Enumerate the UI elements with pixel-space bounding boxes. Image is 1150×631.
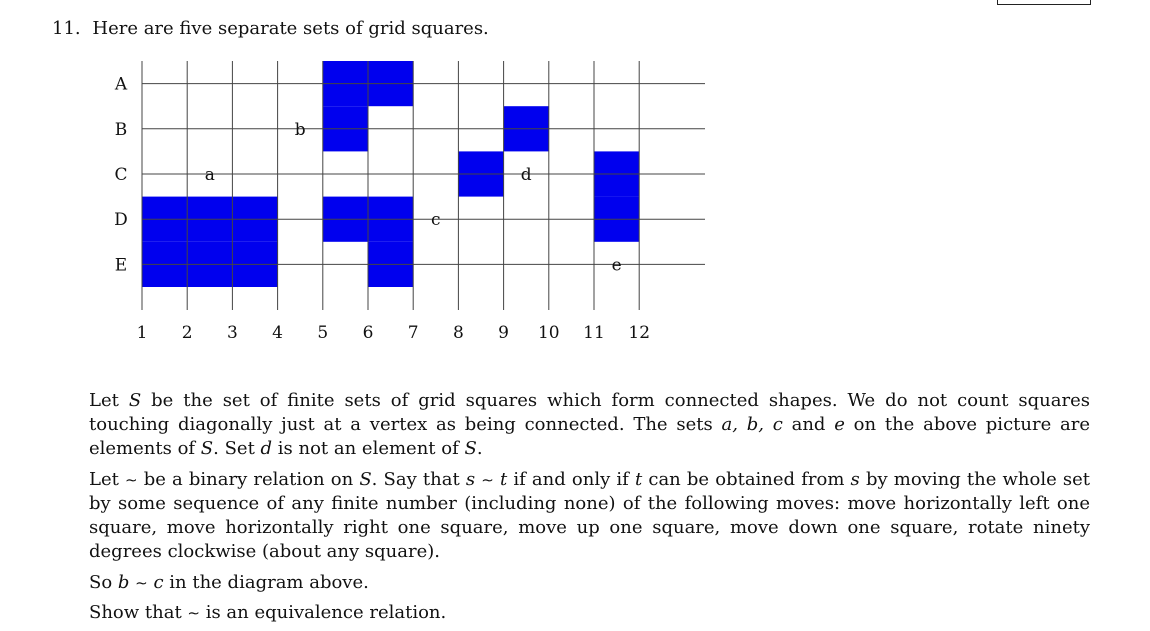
row-label: A	[114, 74, 128, 95]
column-label: 3	[226, 323, 238, 343]
paragraph-example: So b ∼ c in the diagram above.	[89, 572, 369, 593]
column-label: 1	[136, 323, 148, 343]
grid-figure	[0, 0, 760, 350]
column-label: 9	[498, 323, 510, 343]
row-label: C	[114, 165, 128, 185]
column-label: 8	[452, 323, 464, 343]
column-label: 11	[583, 323, 605, 343]
column-label: 10	[537, 323, 560, 343]
paragraph-relation: Let ∼ be a binary relation on S. Say that s ∼ t if and only if t can be obtained from s by moving the whole set by some sequence of any finite number (including none) of the following moves: move horizontally left one square, move horizontally right one square, move up one square, move down one square, rotate ninety degrees clockwise (about any square).	[89, 469, 1090, 562]
set-label: b	[294, 119, 306, 140]
set-label: e	[611, 255, 622, 276]
row-label: B	[114, 119, 128, 140]
column-label: 12	[628, 323, 651, 343]
column-label: 5	[317, 323, 329, 343]
column-label: 6	[362, 323, 374, 343]
row-label: E	[114, 255, 128, 276]
corner-box	[997, 0, 1091, 5]
column-label: 4	[272, 323, 284, 343]
paragraph-task: Show that ∼ is an equivalence relation.	[89, 602, 447, 623]
set-label: a	[204, 165, 215, 185]
question-intro: Here are five separate sets of grid squares.	[92, 18, 489, 39]
set-label: d	[520, 165, 532, 185]
row-label: D	[114, 210, 128, 231]
question-number: 11.	[52, 18, 81, 39]
column-label: 7	[407, 323, 419, 343]
set-label: c	[431, 210, 441, 231]
paragraph-definition-s: Let S be the set of finite sets of grid squares which form connected shapes. We do not count squares touching diagonally just at a vertex as being connected. The sets a, b, c and e on the above picture are elements of S. Set d is not an element of S.	[89, 390, 1090, 459]
column-label: 2	[181, 323, 193, 343]
